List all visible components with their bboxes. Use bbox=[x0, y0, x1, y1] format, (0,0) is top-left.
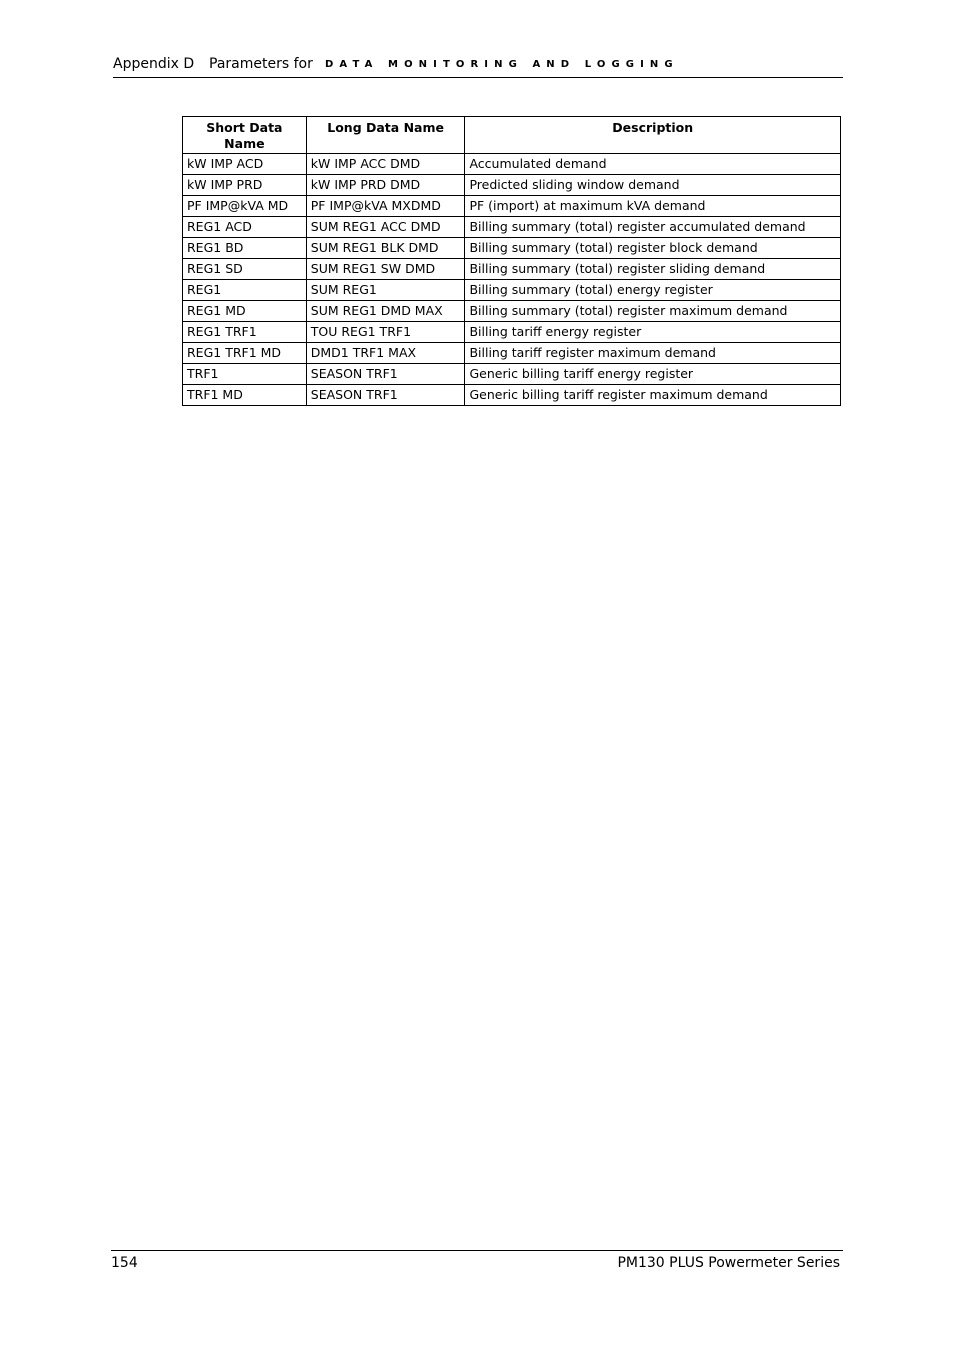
short-name-cell: PF IMP@kVA MD bbox=[183, 196, 307, 217]
description-cell: PF (import) at maximum kVA demand bbox=[465, 196, 841, 217]
description-cell: Billing summary (total) register block demand bbox=[465, 238, 841, 259]
table-row bbox=[183, 238, 841, 259]
table-row bbox=[183, 154, 841, 175]
description-cell: Billing summary (total) energy register bbox=[465, 280, 841, 301]
short-name-cell: REG1 SD bbox=[183, 259, 307, 280]
short-name-cell: TRF1 MD bbox=[183, 385, 307, 406]
long-name-cell: SEASON TRF1 bbox=[306, 364, 465, 385]
table-row bbox=[183, 217, 841, 238]
short-name-cell: REG1 TRF1 MD bbox=[183, 343, 307, 364]
table-row bbox=[183, 364, 841, 385]
long-name-cell: PF IMP@kVA MXDMD bbox=[306, 196, 465, 217]
long-name-cell: TOU REG1 TRF1 bbox=[306, 322, 465, 343]
short-name-cell: TRF1 bbox=[183, 364, 307, 385]
description-cell: Generic billing tariff energy register bbox=[465, 364, 841, 385]
product-name: PM130 PLUS Powermeter Series bbox=[617, 1255, 840, 1271]
section-title: DATA MONITORING AND LOGGING bbox=[325, 59, 679, 70]
description-cell: Billing summary (total) register maximum demand bbox=[465, 301, 841, 322]
long-name-cell: kW IMP PRD DMD bbox=[306, 175, 465, 196]
short-name-cell: REG1 bbox=[183, 280, 307, 301]
column-header-short-name: Short Data Name bbox=[183, 117, 307, 154]
table-row bbox=[183, 301, 841, 322]
long-name-cell: SUM REG1 SW DMD bbox=[306, 259, 465, 280]
page-header bbox=[113, 55, 843, 78]
parameters-table bbox=[182, 116, 841, 406]
table-row bbox=[183, 322, 841, 343]
page-footer bbox=[111, 1250, 843, 1271]
short-name-cell: kW IMP PRD bbox=[183, 175, 307, 196]
column-header-description: Description bbox=[465, 117, 841, 154]
params-label: Parameters for bbox=[209, 56, 313, 72]
appendix-label: Appendix D bbox=[113, 56, 195, 72]
long-name-cell: kW IMP ACC DMD bbox=[306, 154, 465, 175]
table-header-row bbox=[183, 117, 841, 154]
description-cell: Generic billing tariff register maximum demand bbox=[465, 385, 841, 406]
short-name-cell: REG1 BD bbox=[183, 238, 307, 259]
description-cell: Billing summary (total) register accumulated demand bbox=[465, 217, 841, 238]
column-header-long-name: Long Data Name bbox=[306, 117, 465, 154]
description-cell: Accumulated demand bbox=[465, 154, 841, 175]
long-name-cell: SUM REG1 bbox=[306, 280, 465, 301]
short-name-cell: REG1 MD bbox=[183, 301, 307, 322]
description-cell: Billing summary (total) register sliding demand bbox=[465, 259, 841, 280]
long-name-cell: SUM REG1 ACC DMD bbox=[306, 217, 465, 238]
long-name-cell: SEASON TRF1 bbox=[306, 385, 465, 406]
page-number: 154 bbox=[111, 1255, 138, 1271]
table-row bbox=[183, 385, 841, 406]
description-cell: Billing tariff energy register bbox=[465, 322, 841, 343]
short-name-cell: kW IMP ACD bbox=[183, 154, 307, 175]
short-name-cell: REG1 TRF1 bbox=[183, 322, 307, 343]
table-row bbox=[183, 259, 841, 280]
description-cell: Billing tariff register maximum demand bbox=[465, 343, 841, 364]
long-name-cell: SUM REG1 BLK DMD bbox=[306, 238, 465, 259]
long-name-cell: DMD1 TRF1 MAX bbox=[306, 343, 465, 364]
table-row bbox=[183, 196, 841, 217]
short-name-cell: REG1 ACD bbox=[183, 217, 307, 238]
table-row bbox=[183, 280, 841, 301]
description-cell: Predicted sliding window demand bbox=[465, 175, 841, 196]
table-row bbox=[183, 175, 841, 196]
long-name-cell: SUM REG1 DMD MAX bbox=[306, 301, 465, 322]
table-row bbox=[183, 343, 841, 364]
